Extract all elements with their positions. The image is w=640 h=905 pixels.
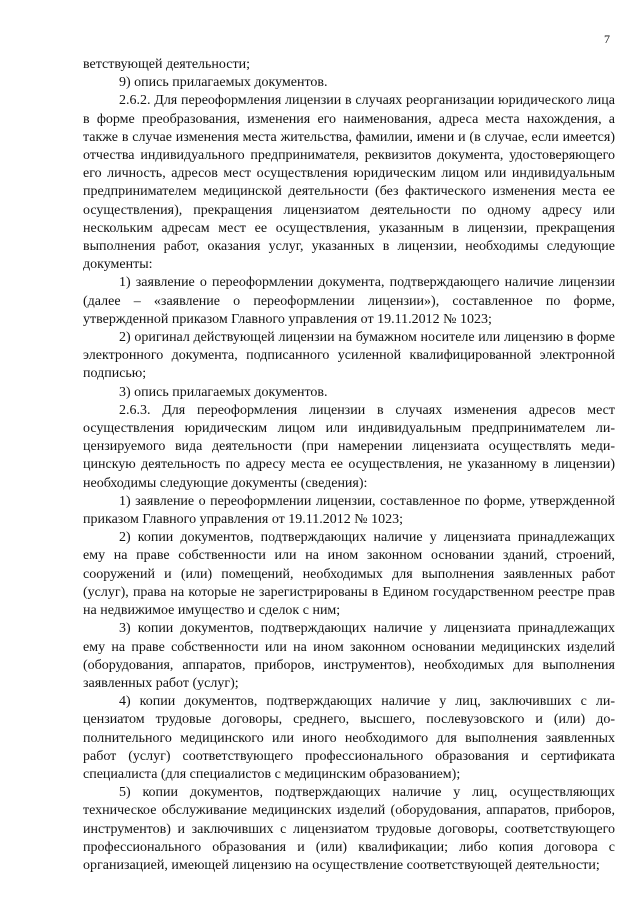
paragraph-3: 1) заявление о переоформлении документа, подтверждающего наличие лицензии (далее – «заявление о переоформлении лицензии»), составленное по форме, утвержденной приказом Главного управления от 19.11.2012 № 1023; [83, 275, 615, 327]
paragraph-0: ветствующей деятельности; [83, 57, 250, 72]
paragraph-9: 3) копии документов, подтверждающих наличие у лицензиата принадлежащих ему на праве собственности или на ином законном основании медицинских изделий (оборудования, аппаратов, приборов, инструментов), необходимых для выполнения заявленных работ (услуг); [83, 621, 615, 691]
paragraph-11: 5) копии документов, подтверждающих наличие у лиц, осуществляющих техническое обслуживание медицинских изделий (оборудования, аппаратов, приборов, инструментов) и заключивших с лицензиатом трудовые договоры, соответствующего профессионального образования и (или) квалификации; либо копия договора с организацией, имеющей лицензию на осуществление соответствующей деятельности; [83, 785, 615, 873]
paragraph-1: 9) опись прилагаемых документов. [119, 75, 328, 91]
paragraph-7: 1) заявление о переоформлении лицензии, составленное по форме, утвержденной приказом Главного управления от 19.11.2012 № 1023; [83, 493, 615, 528]
paragraph-10: 4) копии документов, подтверждающих наличие у лиц, заключивших с лицензиатом трудовые договоры, среднего, высшего, послевузовского и (или) дополнительного медицинского или иного необходимого для выполнения заявленных работ (услуг) соответствующего профессионального образования и сертификата специалиста (для специалистов с медицинским образованием); [83, 694, 615, 782]
paragraph-8: 2) копии документов, подтверждающих наличие у лицензиата принадлежащих ему на праве собственности или на ином законном основании зданий, строений, сооружений и (или) помещений, необходимых для выполнения заявленных работ (услуг), права на которые не зарегистрированы в Едином государственном реестре прав на недвижимое имущество и сделок с ним; [83, 530, 615, 619]
page-number: 7 [604, 32, 610, 46]
paragraph-6: 2.6.3. Для переоформления лицензии в случаях изменения адресов мест осуществления юридическим лицом или индивидуальным предпринимателем лицензируемого вида деятельности (при намерении лицензиата осуществлять медицинскую деятельность по адресу места ее осуществления, не указанному в лицензии) необходимы следующие документы (сведения): [83, 402, 615, 491]
paragraph-2: 2.6.2. Для переоформления лицензии в случаях реорганизации юридического лица в форме преобразования, изменения его наименования, адреса места нахождения, а также в случае изменения места жительства, фамилии, имени и (в случае, если имеется) отчества индивидуального предпринимателя, реквизитов документа, удостоверяющего его личность, адресов мест осуществления юридическим лицом или индивидуальным предпринимателем медицинской деятельности (без фактического изменения места ее осуществления), прекращения лицензиатом деятельности по одному адресу или нескольким адресам мест ее осуществления, указанным в лицензии, прекращения выполнения работ, оказания услуг, указанных в лицензии, необходимы следующие документы: [83, 93, 615, 273]
paragraph-4: 2) оригинал действующей лицензии на бумажном носителе или лицензию в форме электронного документа, подписанного усиленной квалифицированной электронной подписью; [83, 330, 615, 382]
document-body [83, 56, 615, 875]
paragraph-5: 3) опись прилагаемых документов. [119, 384, 328, 400]
